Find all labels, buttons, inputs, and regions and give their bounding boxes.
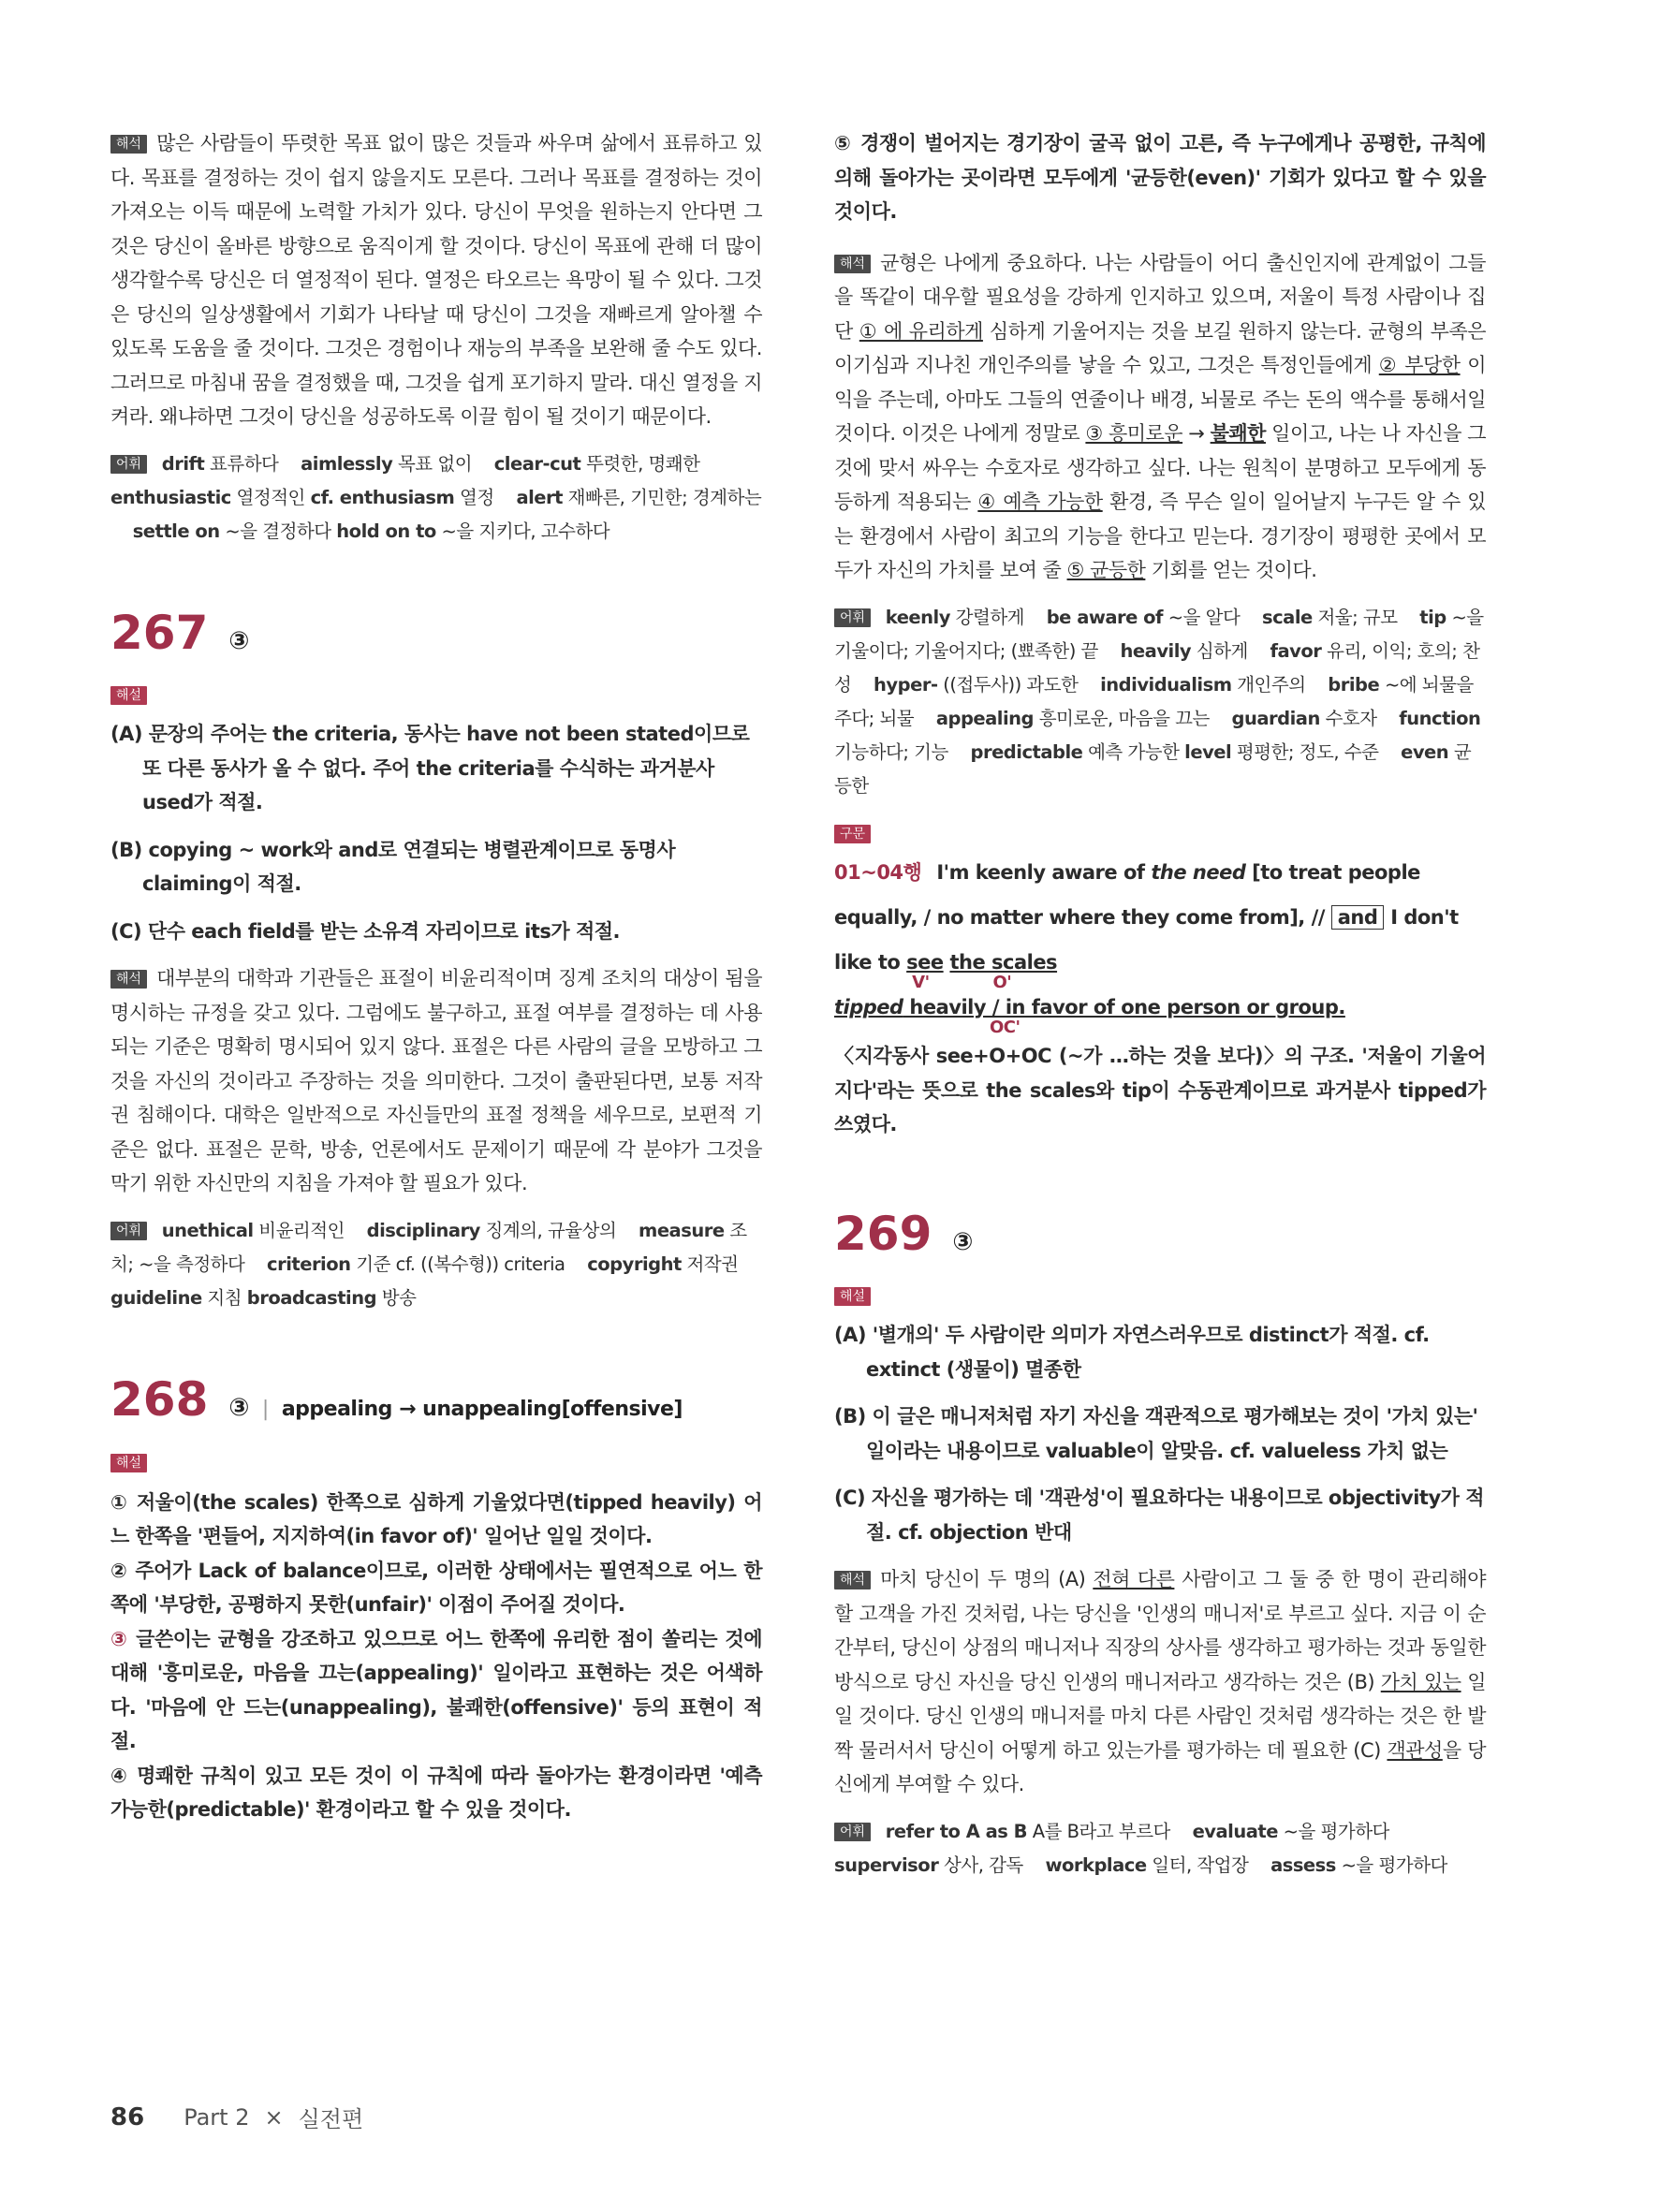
- question-269-header: [834, 1208, 1486, 1260]
- underlined-a: 전혀 다른: [1093, 1568, 1175, 1590]
- label-v: V': [912, 973, 930, 992]
- vocab-meaning: A를 B라고 부르다: [1032, 1820, 1170, 1842]
- explanation-badge: 해설: [110, 686, 147, 705]
- vocab-term: cf. enthusiasm: [310, 486, 455, 508]
- underlined-choice-5: ⑤ 균등한: [1066, 559, 1146, 581]
- vocab-term: clear-cut: [493, 452, 581, 475]
- vocab-term: function: [1399, 707, 1481, 729]
- vocab-term: bribe: [1328, 673, 1380, 696]
- explanation-a: (A) 문장의 주어는 the criteria, 동사는 have not been stated이므로 또 다른 동사가 올 수 없다. 주어 the criteria를 수식하는 과거분사 used가 적절.: [110, 723, 750, 813]
- translation-badge: 해석: [110, 135, 147, 154]
- conjunction-box: and: [1331, 905, 1385, 930]
- vocab-term: appealing: [935, 707, 1034, 729]
- syntax-text: I'm keenly aware of: [936, 861, 1152, 884]
- question-267-header: [110, 607, 762, 659]
- explanation-5: ⑤ 경쟁이 벌어지는 경기장이 굴곡 없이 고른, 즉 누구에게나 공평한, 규칙에 의해 돌아가는 곳이라면 모두에게 '균등한(even)' 기회가 있다고 할 수 있을 것이다.: [834, 132, 1486, 223]
- vocab-term: guideline: [110, 1286, 202, 1309]
- vocab-term: assess: [1270, 1853, 1336, 1876]
- vocab-term: unethical: [161, 1219, 254, 1241]
- vocab-term: criterion: [267, 1252, 351, 1275]
- translation-text: 사람이고 그 둘 중 한 명이 관리해야 할 고객을 가진 것처럼, 나는 당신을 '인생의 매니저'로 부르고 싶다. 지금 이 순간부터, 당신이 상점의 매니저나 직장의 상사를 생각하고 평가하는 것과 동일한 방식으로 당신 자신을 당신 인생의 매니저라고 생각하는 것은 (B): [834, 1568, 1486, 1693]
- translation-267: [110, 961, 762, 1201]
- vocab-meaning: 기능하다; 기능: [834, 740, 948, 763]
- vocab-term: guardian: [1231, 707, 1320, 729]
- vocab-268: [834, 601, 1486, 803]
- question-correction: appealing → unappealing[offensive]: [281, 1397, 683, 1421]
- vocab-term: heavily: [1120, 639, 1192, 662]
- syntax-text: the need: [1151, 861, 1246, 884]
- vocab-meaning: 열정: [460, 486, 494, 508]
- translation-text: 이익을 주는데, 아마도 그들의 연줄이나 배경, 뇌물로 주는 돈의 액수를 통해서일 것이다. 이것은 나에게 정말로: [834, 354, 1486, 445]
- explanation-badge: 해설: [110, 1454, 147, 1472]
- vocab-meaning: 일터, 작업장: [1152, 1853, 1249, 1876]
- answer-marker: ③: [110, 1627, 128, 1650]
- vocab-term: even: [1401, 740, 1449, 763]
- vocab-term: tip: [1419, 606, 1446, 628]
- page-number: 86: [110, 2102, 145, 2131]
- translation-text: 마치 당신이 두 명의 (A): [880, 1568, 1094, 1590]
- vocab-meaning: 상사, 감독: [944, 1853, 1023, 1876]
- verb-see: see: [906, 951, 944, 974]
- right-column: [834, 126, 1486, 1896]
- explanation-b: (B) 이 글은 매니저처럼 자기 자신을 객관적으로 평가해보는 것이 '가치 있는' 일이라는 내용이므로 valuable이 알맞음. cf. valueless 가치 없는: [834, 1405, 1478, 1462]
- vocab-term: favor: [1270, 639, 1322, 662]
- question-answer: ③: [228, 626, 249, 655]
- syntax-note: 〈지각동사 see+O+OC (~가 …하는 것을 보다)〉의 구조. '저울이 기울어지다'라는 뜻으로 the scales와 tip이 수동관계이므로 과거분사 tipped가 쓰였다.: [834, 1045, 1486, 1135]
- translation-266: [110, 126, 762, 434]
- question-number: 268: [110, 1371, 209, 1427]
- vocab-meaning: 심하게: [1196, 639, 1248, 662]
- explanation-text: 글쓴이는 균형을 강조하고 있으므로 어느 한쪽에 유리한 점이 쏠리는 것에 대해 '흥미로운, 마음을 끄는(appealing)' 일이라고 표현하는 것은 어색하다. '마음에 안 드는(unappealing), 불쾌한(offensive)' 등의 표현이 적절.: [110, 1627, 762, 1752]
- vocab-term: be aware of: [1046, 606, 1164, 628]
- translation-text: 을 당신에게 부여할 수 있다.: [834, 1738, 1487, 1795]
- complement-tipped: tipped: [834, 996, 903, 1018]
- question-answer: ③: [952, 1227, 973, 1256]
- translation-text: 균형은 나에게 중요하다. 나는 사람들이 어디 출신인지에 관계없이 그들을 똑같이 대우할 필요성을 강하게 인지하고 있으며, 저울이 특정 사람이나 집단: [834, 251, 1486, 343]
- vocab-meaning: 흥미로운, 마음을 끄는: [1038, 707, 1210, 729]
- underlined-choice-3: ③ 흥미로운: [1085, 422, 1183, 445]
- vocab-meaning: 수호자: [1325, 707, 1377, 729]
- vocab-meaning: ~을 지키다, 고수하다: [441, 520, 610, 542]
- vocab-term: keenly: [885, 606, 950, 628]
- vocab-meaning: 저울; 규모: [1317, 606, 1398, 628]
- vocab-term: refer to A as B: [885, 1820, 1028, 1842]
- vocab-meaning: 열정적인: [236, 486, 305, 508]
- vocab-266: [110, 447, 762, 549]
- translation-text: 일이고, 나는 나 자신을 그것에 맞서 싸우는 수호자로 생각하고 싶다. 나는 원칙이 분명하고 모두에게 동등하게 적용되는: [834, 422, 1486, 513]
- label-o: O': [992, 973, 1012, 992]
- explanation-2: ② 주어가 Lack of balance이므로, 이러한 상태에서는 필연적으로 어느 한쪽에 '부당한, 공평하지 못한(unfair)' 이점이 주어질 것이다.: [110, 1559, 762, 1616]
- vocab-meaning: 표류하다: [210, 452, 279, 475]
- separator: |: [261, 1397, 269, 1421]
- vocab-meaning: 예측 가능한: [1088, 740, 1180, 763]
- vocab-meaning: ((접두사)) 과도한: [943, 673, 1079, 696]
- vocab-badge: 어휘: [110, 455, 147, 474]
- object-scales: the scales: [949, 951, 1058, 974]
- vocab-badge: 어휘: [834, 1823, 871, 1841]
- question-answer: ③: [228, 1393, 249, 1422]
- vocab-term: broadcasting: [246, 1286, 377, 1309]
- underlined-b: 가치 있는: [1380, 1670, 1461, 1693]
- syntax-text: heavily / in favor of one person or group.: [903, 996, 1345, 1018]
- explanation-1: ① 저울이(the scales) 한쪽으로 심하게 기울었다면(tipped heavily) 어느 한쪽을 '편들어, 지지하여(in favor of)' 일어난 일일 것이다.: [110, 1490, 762, 1547]
- translation-badge: 해석: [834, 1571, 871, 1589]
- vocab-meaning: 목표 없이: [398, 452, 473, 475]
- footer-separator: ×: [264, 2103, 284, 2131]
- syntax-text: [to: [1245, 861, 1289, 884]
- syntax-text: I don't like to: [834, 906, 1459, 974]
- label-oc: OC': [990, 1018, 1021, 1037]
- vocab-term: workplace: [1045, 1853, 1147, 1876]
- vocab-meaning: ~을 평가하다: [1283, 1820, 1389, 1842]
- question-number: 269: [834, 1206, 932, 1261]
- translation-text: 일일 것이다. 당신 인생의 매니저를 마치 다른 사람인 것처럼 생각하는 것은 한 발짝 물러서서 당신이 어떻게 하고 있는가를 평가하는 데 필요한 (C): [834, 1670, 1486, 1762]
- vocab-meaning: 유리, 이익; 호의; 찬성: [834, 639, 1480, 696]
- vocab-meaning: 균등한: [834, 740, 1472, 797]
- vocab-meaning: 저작권: [686, 1252, 739, 1275]
- explanation-4: ④ 명쾌한 규칙이 있고 모든 것이 이 규칙에 따라 돌아가는 환경이라면 '예측 가능한(predictable)' 환경이라고 할 수 있을 것이다.: [110, 1764, 762, 1821]
- syntax-badge: 구문: [834, 825, 871, 843]
- vocab-meaning: ~을 알다: [1167, 606, 1241, 628]
- explanation-badge: 해설: [834, 1287, 871, 1306]
- explanation-a: (A) '별개의' 두 사람이란 의미가 자연스러우므로 distinct가 적절. cf. extinct (생물이) 멸종한: [834, 1324, 1430, 1381]
- left-column: [110, 126, 762, 1840]
- vocab-meaning: 기준 cf. ((복수형)) criteria: [356, 1252, 565, 1275]
- vocab-term: evaluate: [1192, 1820, 1278, 1842]
- explanation-c: (C) 자신을 평가하는 데 '객관성'이 필요하다는 내용이므로 objectivity가 적절. cf. objection 반대: [834, 1487, 1485, 1544]
- vocab-term: aimlessly: [301, 452, 393, 475]
- vocab-term: measure: [639, 1219, 725, 1241]
- vocab-meaning: ~을 결정하다: [225, 520, 331, 542]
- vocab-term: hold on to: [336, 520, 436, 542]
- translation-text: 기회를 얻는 것이다.: [1145, 559, 1317, 581]
- translation-text: 환경, 즉 무슨 일이 일어날지 누구든 알 수 있는 환경에서 사람이 최고의 기능을 한다고 믿는다. 경기장이 평평한 곳에서 모두가 자신의 가치를 보여 줄: [834, 491, 1486, 581]
- section-label: 실전편: [298, 2106, 364, 2132]
- vocab-term: drift: [161, 452, 205, 475]
- vocab-meaning: ~에 뇌물을 주다; 뇌물: [834, 673, 1474, 729]
- vocab-meaning: 지침: [207, 1286, 242, 1309]
- explanation-b: (B) copying ~ work와 and로 연결되는 병렬관계이므로 동명사 claiming이 적절.: [110, 838, 676, 895]
- vocab-badge: 어휘: [834, 608, 871, 627]
- vocab-meaning: 재빠른, 기민한; 경계하는: [567, 486, 762, 508]
- vocab-term: settle on: [132, 520, 220, 542]
- vocab-269: [834, 1815, 1486, 1882]
- vocab-meaning: 강렬하게: [955, 606, 1025, 628]
- explanation-c: (C) 단수 each field를 받는 소유격 자리이므로 its가 적절.: [110, 919, 621, 943]
- vocab-term: alert: [516, 486, 563, 508]
- vocab-267: [110, 1214, 762, 1315]
- underlined-c: 객관성: [1387, 1738, 1443, 1762]
- question-number: 267: [110, 605, 209, 660]
- vocab-meaning: 방송: [381, 1286, 417, 1309]
- vocab-meaning: 조치; ~을 측정하다: [110, 1219, 747, 1275]
- vocab-meaning: ~을 기울이다; 기울어지다; (뾰족한) 끝: [834, 606, 1484, 662]
- vocab-term: enthusiastic: [110, 486, 231, 508]
- vocab-meaning: ~을 평가하다: [1341, 1853, 1447, 1876]
- translation-268: [834, 246, 1486, 588]
- translation-text: 많은 사람들이 뚜렷한 목표 없이 많은 것들과 싸우며 삶에서 표류하고 있다. 목표를 결정하는 것이 쉽지 않을지도 모른다. 그러나 목표를 결정하는 것이 가져오는 이득 때문에 노력할 가치가 있다. 당신이 무엇을 원하는지 안다면 그것은 당신이 올바른 방향으로 움직이게 할 것이다. 당신이 목표에 관해 더 많이 생각할수록 당신은 더 열정적이 된다. 열정은 타오르는 욕망이 될 수 있다. 그것은 당신의 일상생활에서 기회가 나타날 때 당신이 그것을 재빠르게 알아챌 수 있도록 도움을 줄 것이다. 그것은 경험이나 재능의 부족을 보완해 줄 수도 있다. 그러므로 마침내 꿈을 결정했을 때, 그것을 쉽게 포기하지 말라. 대신 열정을 지켜라. 왜냐하면 그것이 당신을 성공하도록 이끌 힘이 될 것이기 때문이다.: [110, 132, 762, 428]
- vocab-meaning: 징계의, 규율상의: [485, 1219, 617, 1241]
- vocab-term: hyper-: [874, 673, 938, 696]
- part-label: Part 2: [184, 2103, 250, 2131]
- vocab-term: supervisor: [834, 1853, 939, 1876]
- vocab-meaning: 뚜렷한, 명쾌한: [586, 452, 700, 475]
- page-footer: [110, 2101, 363, 2133]
- syntax-sentence: [834, 850, 1486, 1037]
- underlined-choice-1: ① 에 유리하게: [859, 319, 983, 343]
- vocab-term: copyright: [587, 1252, 682, 1275]
- translation-badge: 해석: [834, 255, 871, 273]
- underlined-choice-4: ④ 예측 가능한: [977, 491, 1103, 513]
- syntax-text: people equally, / no matter where they come from], //: [834, 861, 1420, 929]
- vocab-term: scale: [1262, 606, 1313, 628]
- syntax-text: treat: [1288, 861, 1342, 884]
- syntax-text: [944, 951, 950, 974]
- correction: 불쾌한: [1210, 422, 1266, 445]
- translation-badge: 해석: [110, 970, 147, 989]
- vocab-meaning: 개인주의: [1237, 673, 1306, 696]
- vocab-meaning: 평평한; 정도, 수준: [1236, 740, 1379, 763]
- explanation-3: [110, 1622, 762, 1759]
- vocab-term: disciplinary: [366, 1219, 480, 1241]
- vocab-badge: 어휘: [110, 1222, 147, 1240]
- translation-text: 대부분의 대학과 기관들은 표절이 비윤리적이며 징계 조치의 대상이 됨을 명시하는 규정을 갖고 있다. 그럼에도 불구하고, 표절 여부를 결정하는 데 사용되는 기준은 명확히 명시되어 있지 않다. 표절은 다른 사람의 글을 모방하고 그것을 자신의 것이라고 주장하는 것을 의미한다. 그것이 출판된다면, 보통 저작권 침해이다. 대학은 일반적으로 자신들만의 표절 정책을 세우므로, 보편적 기준은 없다. 표절은 문학, 방송, 언론에서도 문제이기 때문에 각 분야가 그것을 막기 위한 자신만의 지침을 가져야 할 필요가 있다.: [110, 967, 762, 1194]
- vocab-meaning: 비윤리적인: [258, 1219, 345, 1241]
- vocab-term: individualism: [1100, 673, 1232, 696]
- question-268-header: [110, 1373, 762, 1428]
- translation-text: 심하게 기울어지는 것을 보길 원하지 않는다. 균형의 부족은 이기심과 지나친 개인주의를 낳을 수 있고, 그것은 특정인들에게: [834, 319, 1486, 376]
- underlined-choice-2: ② 부당한: [1378, 354, 1461, 376]
- arrow: →: [1182, 422, 1211, 445]
- vocab-term: level: [1184, 740, 1232, 763]
- vocab-term: predictable: [970, 740, 1083, 763]
- syntax-line-ref: 01~04행: [834, 861, 922, 884]
- translation-269: [834, 1562, 1486, 1802]
